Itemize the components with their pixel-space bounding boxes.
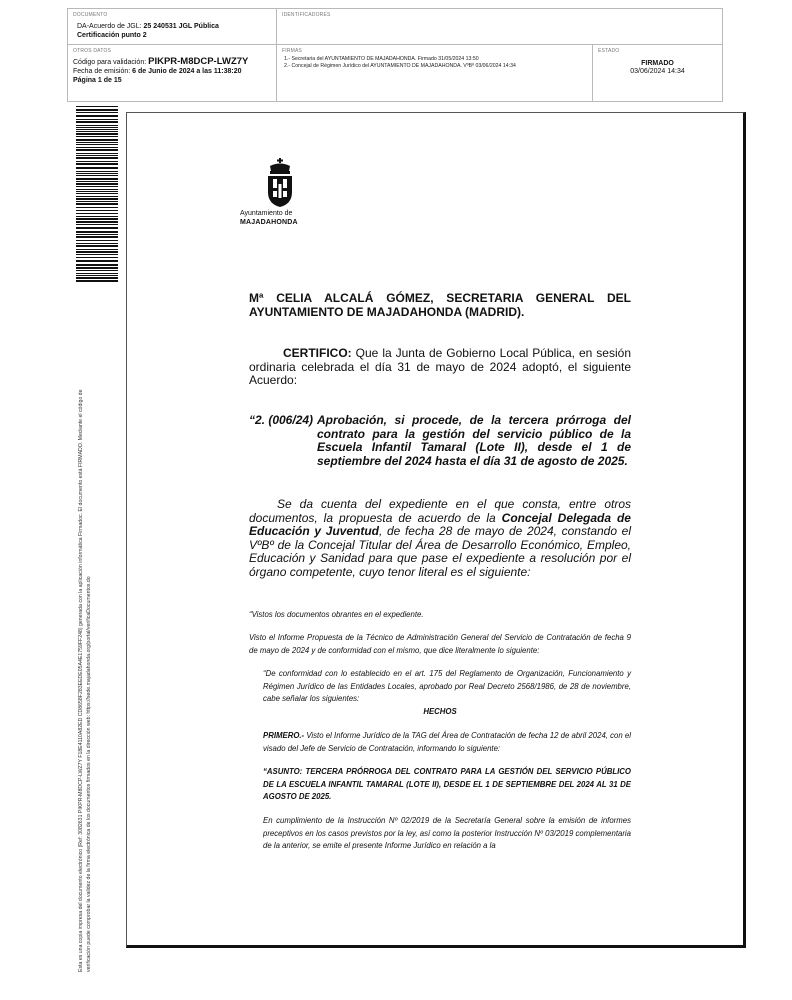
logo-text-line-2: MAJADAHONDA (240, 219, 298, 226)
document-cell (68, 9, 277, 45)
hechos-heading: HECHOS (423, 707, 457, 716)
certificate-heading-line-2: AYUNTAMIENTO DE MAJADAHONDA (MADRID). (249, 305, 525, 319)
document-line-1-bold: 25 240531 JGL Pública (143, 23, 219, 30)
signature-line-1: 1.- Secretaria del AYUNTAMIENTO DE MAJADAHONDA. Firmado 31/05/2024 13:50 (284, 56, 479, 62)
side-verification-note (77, 302, 93, 972)
logo-text-line-1: Ayuntamiento de (240, 210, 293, 217)
document-line-1 (77, 22, 271, 31)
validation-label: Código para validación: (73, 59, 149, 66)
conformidad-paragraph: “De conformidad con lo establecido en el art. 175 del Reglamento de Organización, Funcionamiento y Régimen Jurídico de las Entidades Locales, aprobado por Real Decreto 2568/1986, de 28 de noviembre, cabe señalar los siguientes: (263, 669, 631, 703)
status-date: 03/06/2024 14:34 (630, 68, 685, 75)
agenda-item-number: “2. (006/24) (249, 413, 314, 427)
certifico-paragraph (249, 347, 631, 388)
vistos-paragraph: “Vistos los documentos obrantes en el expediente. (249, 610, 424, 619)
identifiers-cell (277, 9, 722, 45)
city-council-logo (240, 158, 320, 228)
signatures-caption: FIRMAS (282, 48, 303, 54)
crown-shield-icon (262, 158, 298, 208)
status-cell (593, 45, 722, 101)
other-data-cell (68, 45, 277, 101)
other-caption: OTROS DATOS (73, 48, 112, 54)
issue-date-line (73, 68, 271, 77)
validation-barcode-icon (76, 106, 118, 282)
identifiers-caption: IDENTIFICADORES (282, 12, 331, 18)
asunto-paragraph: “ASUNTO: TERCERA PRÓRROGA DEL CONTRATO PARA LA GESTIÓN DEL SERVICIO PÚBLICO DE LA ESCUELA INFANTIL TAMARAL (LOTE II), DESDE EL 1 DE SEPTIEMBRE DEL 2024 AL 31 DE AGOSTO DE 2025. (263, 767, 631, 801)
document-caption: DOCUMENTO (73, 12, 108, 18)
status-caption: ESTADO (598, 48, 620, 54)
visto-informe-paragraph: Visto el Informe Propuesta de la Técnico de Administración General del Servicio de Contratación de fecha 9 de mayo de 2024 y de conformidad con el mismo, que dice literalmente lo siguiente: (249, 633, 631, 655)
certifico-text: Que la Junta de Gobierno Local Pública, en sesión ordinaria celebrada el día 31 de mayo de 2024 adoptó, el siguiente Acuerdo: (249, 346, 631, 387)
certificate-heading-line-1: Mª CELIA ALCALÁ GÓMEZ, SECRETARIA GENERAL DEL (249, 291, 631, 305)
issue-label: Fecha de emisión: (73, 68, 133, 75)
side-note-line-1: Esta es una copia impresa del documento electrónico (Ref: 3082631 PIKPR-M8DCP-LWZ7Y F18E4110A82ED CD8658F283EEDE05A4E1759FF248) generada con la aplicación informática Firmadoc. El documento está FIRMADO. Mediante el código de (78, 389, 84, 972)
validation-code[interactable]: PIKPR-M8DCP-LWZ7Y (148, 56, 249, 67)
cumplimiento-paragraph: En cumplimiento de la Instrucción Nº 02/2019 de la Secretaría General sobre la emisión de informes preceptivos en los casos previstos por la ley, así como la posterior Instrucción Nº 03/2019 complementaria de la anterior, se emite el presente Informe Jurídico en relación a la (263, 816, 631, 850)
certifico-label: CERTIFICO: (283, 346, 352, 360)
concejal-name: Concejal Delegada de Educación y Juventud (249, 510, 631, 539)
side-note-line-2: verificación puede comprobar la validez de la firma electrónica de los documentos firmados en la dirección web: https://sede.majadahonda.org/portal/verificaDocumentos.do (86, 576, 92, 972)
primero-paragraph: PRIMERO.- Visto el Informe Jurídico de la TAG del Área de Contratación de fecha 12 de abril 2024, con el visado del Jefe de Servicio de Contratación, informando lo siguiente: (263, 731, 631, 753)
signatures-cell (277, 45, 593, 101)
document-line-1-prefix: DA-Acuerdo de JGL: (77, 23, 144, 30)
document-header-table (67, 8, 723, 102)
signature-line-2: 2.- Concejal de Régimen Jurídico del AYUNTAMIENTO DE MAJADAHONDA. VºBº 03/06/2024 14:34 (284, 63, 516, 69)
validation-code-line (73, 56, 271, 68)
page-info: Página 1 de 15 (73, 76, 122, 84)
document-line-2: Certificación punto 2 (77, 32, 147, 39)
issue-date: 6 de Junio de 2024 a las 11:38:20 (132, 68, 242, 75)
primero-label: PRIMERO.- (263, 731, 305, 740)
expediente-paragraph: Se da cuenta del expediente en el que consta, entre otros documentos, la propuesta de acuerdo de la Concejal Delegada de Educación y Juventud, de fecha 28 de mayo de 2024, constando el VºBº de la Concejal Titular del Área de Desarrollo Económico, Empleo, Educación y Sanidad para que pase el expediente a resolución por el órgano competente, cuyo tenor literal es el siguiente: (249, 497, 632, 579)
status-value: FIRMADO (641, 60, 674, 67)
agenda-item-title: Aprobación, si procede, de la tercera prórroga del contrato para la gestión del servicio público de la Escuela Infantil Tamaral (Lote II), desde el 1 de septiembre del 2024 hasta el día 31 de agosto de 2025. (317, 413, 631, 468)
